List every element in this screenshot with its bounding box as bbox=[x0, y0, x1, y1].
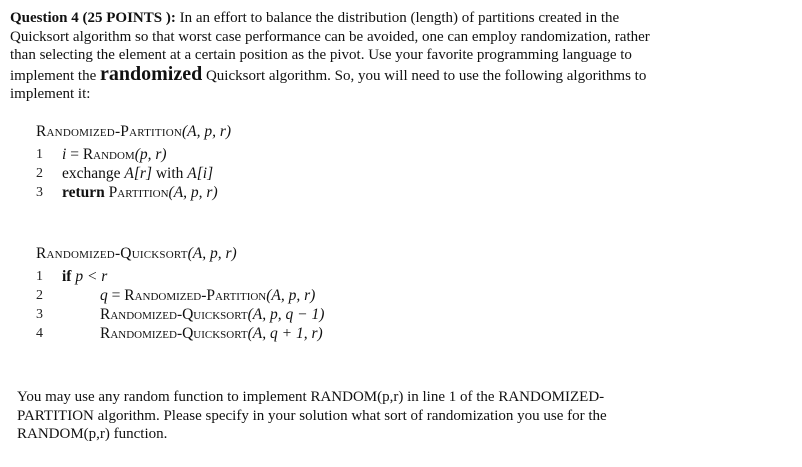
randomized-quicksort-title: Randomized-Quicksort bbox=[36, 245, 188, 262]
rp-line-2-a-i: A[i] bbox=[187, 165, 214, 182]
line-number: 1 bbox=[36, 269, 43, 284]
line-number: 4 bbox=[36, 326, 43, 341]
rp-line-2-with: with bbox=[151, 165, 188, 182]
randomized-partition-title: Randomized-Partition bbox=[36, 123, 182, 140]
rp-line-3-return: return bbox=[62, 184, 105, 201]
rq-line-2 bbox=[36, 286, 496, 305]
question-label: Question 4 (25 POINTS ): bbox=[10, 10, 176, 26]
rq-line-3-args: (A, p, q − 1) bbox=[247, 306, 325, 323]
rq-line-2-call: Randomized-Partition bbox=[124, 287, 267, 304]
line-number: 1 bbox=[36, 147, 43, 162]
rq-line-1 bbox=[36, 267, 496, 286]
rp-line-2 bbox=[36, 164, 436, 183]
randomized-highlight: randomized bbox=[99, 62, 203, 85]
randomized-partition-algorithm bbox=[36, 121, 436, 202]
rp-line-3-args: (A, p, r) bbox=[168, 184, 218, 201]
rp-line-1-lhs: i bbox=[62, 146, 67, 163]
rq-line-4-args: (A, q + 1, r) bbox=[247, 325, 323, 342]
rq-line-2-op: = bbox=[107, 287, 125, 304]
line-number: 2 bbox=[36, 288, 43, 303]
question-text bbox=[10, 9, 650, 104]
randomized-quicksort-algorithm bbox=[36, 243, 496, 343]
rp-line-2-exchange: exchange bbox=[62, 165, 125, 182]
rq-line-3 bbox=[36, 305, 496, 324]
line-number: 3 bbox=[36, 185, 43, 200]
randomized-quicksort-header bbox=[36, 243, 496, 265]
line-number: 2 bbox=[36, 166, 43, 181]
rq-line-4-call: Randomized-Quicksort bbox=[100, 325, 248, 342]
randomized-partition-header bbox=[36, 121, 436, 143]
rq-line-4 bbox=[36, 324, 496, 343]
rq-line-1-if: if bbox=[62, 268, 72, 285]
rq-line-1-cond: p < r bbox=[75, 268, 108, 285]
question-body-end: Quicksort algorithm. So, you will need to use the following algorithms to implement it: bbox=[10, 67, 647, 102]
rp-line-1-op: = bbox=[66, 146, 83, 163]
rp-line-1-args: (p, r) bbox=[134, 146, 167, 163]
rq-line-2-args: (A, p, r) bbox=[266, 287, 316, 304]
rq-line-2-lhs: q bbox=[100, 287, 108, 304]
rq-line-3-call: Randomized-Quicksort bbox=[100, 306, 248, 323]
rp-line-1-call: Random bbox=[82, 146, 135, 163]
randomized-quicksort-args: (A, p, r) bbox=[187, 245, 237, 262]
line-number: 3 bbox=[36, 307, 43, 322]
question-body-start: In an effort to balance the distribution (length) of partitions created in the Quicksort algorithm so that worst case performance can be avoided, one can employ randomization, rather than selecting the element at a certain position as the pivot. Use your favorite programming language to implement the bbox=[10, 10, 650, 84]
footer-instructions: You may use any random function to implement RANDOM(p,r) in line 1 of the RANDOMIZED-PARTITION algorithm. Please specify in your solution what sort of randomization you use for the RANDOM(p,r) function. bbox=[17, 389, 607, 442]
rp-line-1 bbox=[36, 145, 436, 164]
randomized-partition-args: (A, p, r) bbox=[182, 123, 232, 140]
rp-line-3-call: Partition bbox=[108, 184, 169, 201]
rp-line-2-a-r: A[r] bbox=[124, 165, 152, 182]
rp-line-3 bbox=[36, 183, 436, 202]
